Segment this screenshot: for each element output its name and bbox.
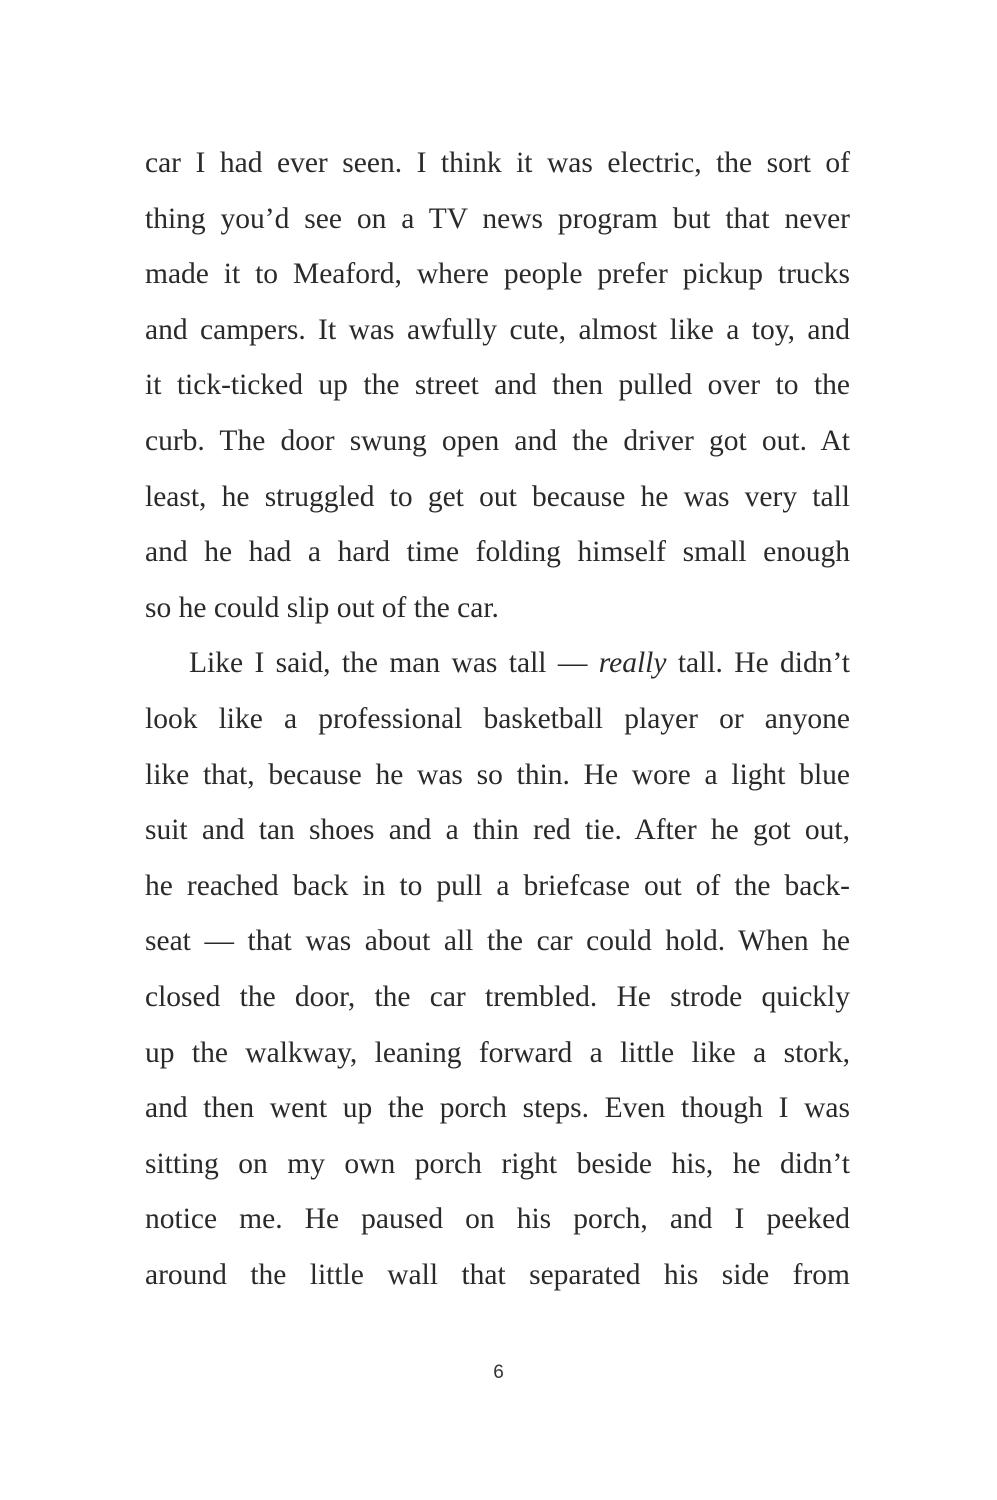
text-line: notice me. He paused on his porch, and I peeked [145, 1203, 850, 1236]
text-line: made it to Meaford, where people prefer pickup trucks [145, 258, 850, 291]
text-line: suit and tan shoes and a thin red tie. After he got out, [145, 814, 850, 847]
text-line: it tick-ticked up the street and then pulled over to the [145, 369, 850, 402]
text-line-first [145, 636, 850, 692]
text-line: and campers. It was awfully cute, almost like a toy, and [145, 313, 850, 346]
text-line: and then went up the porch steps. Even though I was [145, 1092, 850, 1125]
text-line: so he could slip out of the car. [145, 591, 499, 624]
text-line: thing you’d see on a TV news program but that never [145, 202, 850, 235]
italic-emphasis: really [598, 647, 667, 680]
paragraph-2 [145, 636, 850, 1303]
text-line: up the walkway, leaning forward a little like a stork, [145, 1036, 850, 1069]
page-number: 6 [493, 1362, 504, 1383]
text-line: closed the door, the car trembled. He strode quickly [145, 980, 850, 1013]
text-segment: Like I said, the man was tall — [189, 647, 599, 680]
text-line: look like a professional basketball player or anyone [145, 702, 850, 735]
text-line: like that, because he was so thin. He wore a light blue [145, 758, 850, 791]
text-line: least, he struggled to get out because he was very tall [145, 480, 850, 513]
body-text [145, 136, 850, 1303]
text-line: sitting on my own porch right beside his, he didn’t [145, 1147, 850, 1180]
text-line: curb. The door swung open and the driver got out. At [145, 424, 850, 457]
text-line: around the little wall that separated his side from [145, 1258, 850, 1291]
text-line: seat — that was about all the car could hold. When he [145, 925, 850, 958]
text-line: and he had a hard time folding himself small enough [145, 536, 850, 569]
text-line: car I had ever seen. I think it was electric, the sort of [145, 147, 850, 179]
text-line: he reached back in to pull a briefcase out of the back- [145, 869, 850, 902]
text-segment: tall. He didn’t [666, 647, 850, 680]
paragraph-1 [145, 136, 850, 636]
